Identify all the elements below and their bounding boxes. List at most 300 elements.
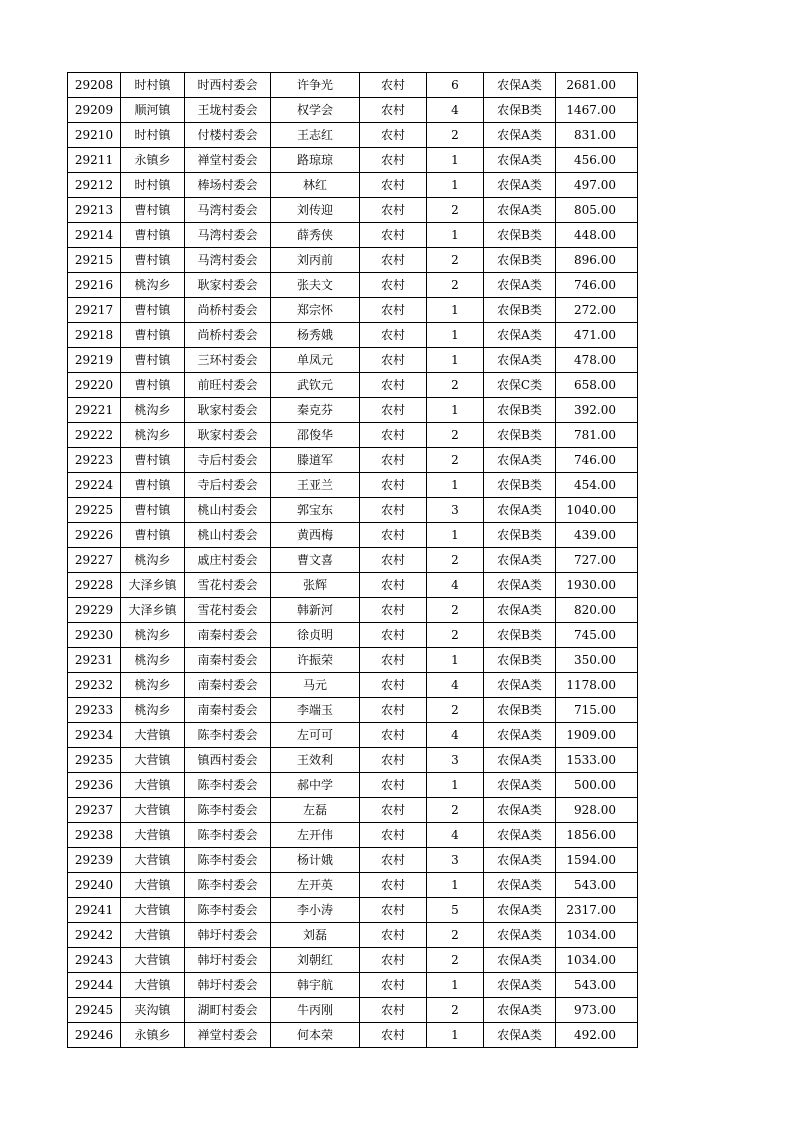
town-cell: 夹沟镇 <box>121 998 185 1023</box>
insurance-category-cell: 农保A类 <box>484 948 556 973</box>
insurance-category-cell: 农保A类 <box>484 573 556 598</box>
person-name-cell: 薛秀侠 <box>271 223 360 248</box>
person-name-cell: 许争光 <box>271 73 360 98</box>
person-name-cell: 权学会 <box>271 98 360 123</box>
insurance-category-cell: 农保B类 <box>484 423 556 448</box>
village-committee-cell: 耿家村委会 <box>185 273 271 298</box>
amount-cell: 497.00 <box>556 173 638 198</box>
table-row <box>68 698 638 723</box>
record-id-cell: 29239 <box>68 848 121 873</box>
record-id-cell: 29215 <box>68 248 121 273</box>
person-name-cell: 张辉 <box>271 573 360 598</box>
record-id-cell: 29227 <box>68 548 121 573</box>
area-type-cell: 农村 <box>360 173 427 198</box>
record-id-cell: 29245 <box>68 998 121 1023</box>
insurance-category-cell: 农保B类 <box>484 648 556 673</box>
table-row <box>68 348 638 373</box>
household-size-cell: 4 <box>427 573 484 598</box>
table-row <box>68 248 638 273</box>
record-id-cell: 29237 <box>68 798 121 823</box>
record-id-cell: 29243 <box>68 948 121 973</box>
town-cell: 曹村镇 <box>121 323 185 348</box>
table-row <box>68 623 638 648</box>
table-row <box>68 598 638 623</box>
amount-cell: 928.00 <box>556 798 638 823</box>
record-id-cell: 29246 <box>68 1023 121 1048</box>
insurance-category-cell: 农保A类 <box>484 548 556 573</box>
household-size-cell: 2 <box>427 548 484 573</box>
village-committee-cell: 韩圩村委会 <box>185 948 271 973</box>
record-id-cell: 29211 <box>68 148 121 173</box>
household-size-cell: 4 <box>427 823 484 848</box>
table-row <box>68 748 638 773</box>
village-committee-cell: 寺后村委会 <box>185 448 271 473</box>
town-cell: 曹村镇 <box>121 448 185 473</box>
insurance-category-cell: 农保A类 <box>484 898 556 923</box>
household-size-cell: 3 <box>427 748 484 773</box>
insurance-category-cell: 农保A类 <box>484 73 556 98</box>
insurance-category-cell: 农保A类 <box>484 148 556 173</box>
insurance-category-cell: 农保A类 <box>484 998 556 1023</box>
household-size-cell: 1 <box>427 223 484 248</box>
area-type-cell: 农村 <box>360 498 427 523</box>
village-committee-cell: 镇西村委会 <box>185 748 271 773</box>
table-row <box>68 498 638 523</box>
amount-cell: 492.00 <box>556 1023 638 1048</box>
town-cell: 时村镇 <box>121 173 185 198</box>
area-type-cell: 农村 <box>360 973 427 998</box>
village-committee-cell: 雪花村委会 <box>185 573 271 598</box>
record-id-cell: 29222 <box>68 423 121 448</box>
village-committee-cell: 前旺村委会 <box>185 373 271 398</box>
insurance-category-cell: 农保B类 <box>484 523 556 548</box>
area-type-cell: 农村 <box>360 348 427 373</box>
town-cell: 桃沟乡 <box>121 648 185 673</box>
area-type-cell: 农村 <box>360 1023 427 1048</box>
person-name-cell: 路琼琼 <box>271 148 360 173</box>
record-id-cell: 29218 <box>68 323 121 348</box>
town-cell: 大营镇 <box>121 873 185 898</box>
household-size-cell: 2 <box>427 423 484 448</box>
table-row <box>68 173 638 198</box>
village-committee-cell: 付楼村委会 <box>185 123 271 148</box>
amount-cell: 471.00 <box>556 323 638 348</box>
village-committee-cell: 时西村委会 <box>185 73 271 98</box>
record-id-cell: 29213 <box>68 198 121 223</box>
area-type-cell: 农村 <box>360 998 427 1023</box>
table-row <box>68 573 638 598</box>
amount-cell: 478.00 <box>556 348 638 373</box>
village-committee-cell: 韩圩村委会 <box>185 973 271 998</box>
area-type-cell: 农村 <box>360 448 427 473</box>
insurance-category-cell: 农保A类 <box>484 973 556 998</box>
amount-cell: 1533.00 <box>556 748 638 773</box>
village-committee-cell: 耿家村委会 <box>185 398 271 423</box>
insurance-category-cell: 农保A类 <box>484 173 556 198</box>
amount-cell: 781.00 <box>556 423 638 448</box>
insurance-category-cell: 农保A类 <box>484 848 556 873</box>
person-name-cell: 左可可 <box>271 723 360 748</box>
town-cell: 永镇乡 <box>121 1023 185 1048</box>
amount-cell: 1178.00 <box>556 673 638 698</box>
household-size-cell: 4 <box>427 98 484 123</box>
area-type-cell: 农村 <box>360 373 427 398</box>
area-type-cell: 农村 <box>360 323 427 348</box>
table-row <box>68 223 638 248</box>
record-id-cell: 29240 <box>68 873 121 898</box>
table-row <box>68 373 638 398</box>
area-type-cell: 农村 <box>360 523 427 548</box>
insurance-category-cell: 农保A类 <box>484 448 556 473</box>
town-cell: 大营镇 <box>121 923 185 948</box>
village-committee-cell: 陈李村委会 <box>185 723 271 748</box>
record-id-cell: 29219 <box>68 348 121 373</box>
household-size-cell: 4 <box>427 723 484 748</box>
household-size-cell: 2 <box>427 948 484 973</box>
town-cell: 曹村镇 <box>121 523 185 548</box>
amount-cell: 727.00 <box>556 548 638 573</box>
village-committee-cell: 桃山村委会 <box>185 498 271 523</box>
person-name-cell: 武钦元 <box>271 373 360 398</box>
amount-cell: 973.00 <box>556 998 638 1023</box>
village-committee-cell: 戚庄村委会 <box>185 548 271 573</box>
village-committee-cell: 陈李村委会 <box>185 823 271 848</box>
village-committee-cell: 禅堂村委会 <box>185 1023 271 1048</box>
area-type-cell: 农村 <box>360 748 427 773</box>
amount-cell: 820.00 <box>556 598 638 623</box>
town-cell: 顺河镇 <box>121 98 185 123</box>
insurance-category-cell: 农保B类 <box>484 98 556 123</box>
town-cell: 桃沟乡 <box>121 623 185 648</box>
town-cell: 大营镇 <box>121 948 185 973</box>
person-name-cell: 左开伟 <box>271 823 360 848</box>
record-id-cell: 29232 <box>68 673 121 698</box>
amount-cell: 831.00 <box>556 123 638 148</box>
record-id-cell: 29223 <box>68 448 121 473</box>
table-row <box>68 648 638 673</box>
household-size-cell: 1 <box>427 648 484 673</box>
village-committee-cell: 桃山村委会 <box>185 523 271 548</box>
village-committee-cell: 陈李村委会 <box>185 898 271 923</box>
table-row <box>68 848 638 873</box>
insurance-category-cell: 农保A类 <box>484 798 556 823</box>
insurance-category-cell: 农保C类 <box>484 373 556 398</box>
insurance-category-cell: 农保A类 <box>484 923 556 948</box>
table-row <box>68 823 638 848</box>
table-row <box>68 998 638 1023</box>
record-id-cell: 29226 <box>68 523 121 548</box>
record-id-cell: 29217 <box>68 298 121 323</box>
person-name-cell: 黄西梅 <box>271 523 360 548</box>
area-type-cell: 农村 <box>360 773 427 798</box>
insurance-category-cell: 农保B类 <box>484 623 556 648</box>
area-type-cell: 农村 <box>360 648 427 673</box>
insurance-category-cell: 农保B类 <box>484 698 556 723</box>
table-row <box>68 148 638 173</box>
records-table <box>67 72 638 1048</box>
amount-cell: 2681.00 <box>556 73 638 98</box>
town-cell: 曹村镇 <box>121 473 185 498</box>
town-cell: 大营镇 <box>121 798 185 823</box>
town-cell: 曹村镇 <box>121 223 185 248</box>
town-cell: 曹村镇 <box>121 348 185 373</box>
insurance-category-cell: 农保A类 <box>484 1023 556 1048</box>
household-size-cell: 1 <box>427 973 484 998</box>
town-cell: 大营镇 <box>121 898 185 923</box>
amount-cell: 1040.00 <box>556 498 638 523</box>
town-cell: 永镇乡 <box>121 148 185 173</box>
amount-cell: 658.00 <box>556 373 638 398</box>
record-id-cell: 29214 <box>68 223 121 248</box>
amount-cell: 1856.00 <box>556 823 638 848</box>
insurance-category-cell: 农保A类 <box>484 773 556 798</box>
insurance-category-cell: 农保A类 <box>484 498 556 523</box>
person-name-cell: 王亚兰 <box>271 473 360 498</box>
area-type-cell: 农村 <box>360 398 427 423</box>
amount-cell: 715.00 <box>556 698 638 723</box>
village-committee-cell: 陈李村委会 <box>185 773 271 798</box>
record-id-cell: 29242 <box>68 923 121 948</box>
household-size-cell: 1 <box>427 773 484 798</box>
table-row <box>68 548 638 573</box>
person-name-cell: 郑宗怀 <box>271 298 360 323</box>
household-size-cell: 1 <box>427 173 484 198</box>
village-committee-cell: 尚桥村委会 <box>185 323 271 348</box>
person-name-cell: 刘磊 <box>271 923 360 948</box>
person-name-cell: 王志红 <box>271 123 360 148</box>
household-size-cell: 1 <box>427 473 484 498</box>
household-size-cell: 1 <box>427 398 484 423</box>
household-size-cell: 2 <box>427 998 484 1023</box>
household-size-cell: 2 <box>427 798 484 823</box>
town-cell: 大营镇 <box>121 823 185 848</box>
amount-cell: 1930.00 <box>556 573 638 598</box>
record-id-cell: 29233 <box>68 698 121 723</box>
area-type-cell: 农村 <box>360 98 427 123</box>
person-name-cell: 曹文喜 <box>271 548 360 573</box>
amount-cell: 350.00 <box>556 648 638 673</box>
record-id-cell: 29234 <box>68 723 121 748</box>
village-committee-cell: 马湾村委会 <box>185 223 271 248</box>
record-id-cell: 29230 <box>68 623 121 648</box>
record-id-cell: 29212 <box>68 173 121 198</box>
area-type-cell: 农村 <box>360 573 427 598</box>
area-type-cell: 农村 <box>360 248 427 273</box>
area-type-cell: 农村 <box>360 798 427 823</box>
person-name-cell: 杨计娥 <box>271 848 360 873</box>
amount-cell: 1034.00 <box>556 923 638 948</box>
village-committee-cell: 湖町村委会 <box>185 998 271 1023</box>
insurance-category-cell: 农保B类 <box>484 398 556 423</box>
insurance-category-cell: 农保B类 <box>484 248 556 273</box>
area-type-cell: 农村 <box>360 223 427 248</box>
area-type-cell: 农村 <box>360 298 427 323</box>
town-cell: 桃沟乡 <box>121 398 185 423</box>
records-table-body <box>68 73 638 1048</box>
person-name-cell: 滕道军 <box>271 448 360 473</box>
person-name-cell: 牛丙刚 <box>271 998 360 1023</box>
insurance-category-cell: 农保A类 <box>484 673 556 698</box>
table-row <box>68 523 638 548</box>
person-name-cell: 马元 <box>271 673 360 698</box>
table-row <box>68 1023 638 1048</box>
town-cell: 大营镇 <box>121 973 185 998</box>
village-committee-cell: 陈李村委会 <box>185 798 271 823</box>
area-type-cell: 农村 <box>360 898 427 923</box>
town-cell: 大营镇 <box>121 723 185 748</box>
household-size-cell: 1 <box>427 298 484 323</box>
area-type-cell: 农村 <box>360 848 427 873</box>
record-id-cell: 29241 <box>68 898 121 923</box>
amount-cell: 392.00 <box>556 398 638 423</box>
person-name-cell: 左开英 <box>271 873 360 898</box>
town-cell: 大营镇 <box>121 848 185 873</box>
amount-cell: 896.00 <box>556 248 638 273</box>
table-row <box>68 323 638 348</box>
town-cell: 时村镇 <box>121 123 185 148</box>
amount-cell: 1034.00 <box>556 948 638 973</box>
town-cell: 曹村镇 <box>121 248 185 273</box>
town-cell: 曹村镇 <box>121 298 185 323</box>
table-row <box>68 123 638 148</box>
record-id-cell: 29244 <box>68 973 121 998</box>
household-size-cell: 1 <box>427 348 484 373</box>
person-name-cell: 单凤元 <box>271 348 360 373</box>
town-cell: 曹村镇 <box>121 498 185 523</box>
village-committee-cell: 三环村委会 <box>185 348 271 373</box>
household-size-cell: 2 <box>427 248 484 273</box>
household-size-cell: 1 <box>427 873 484 898</box>
record-id-cell: 29231 <box>68 648 121 673</box>
town-cell: 大泽乡镇 <box>121 598 185 623</box>
area-type-cell: 农村 <box>360 123 427 148</box>
insurance-category-cell: 农保B类 <box>484 298 556 323</box>
insurance-category-cell: 农保A类 <box>484 748 556 773</box>
table-row <box>68 473 638 498</box>
amount-cell: 272.00 <box>556 298 638 323</box>
town-cell: 桃沟乡 <box>121 273 185 298</box>
area-type-cell: 农村 <box>360 623 427 648</box>
amount-cell: 543.00 <box>556 873 638 898</box>
household-size-cell: 3 <box>427 498 484 523</box>
person-name-cell: 邵俊华 <box>271 423 360 448</box>
area-type-cell: 农村 <box>360 198 427 223</box>
village-committee-cell: 韩圩村委会 <box>185 923 271 948</box>
table-row <box>68 423 638 448</box>
record-id-cell: 29210 <box>68 123 121 148</box>
amount-cell: 439.00 <box>556 523 638 548</box>
record-id-cell: 29238 <box>68 823 121 848</box>
town-cell: 大泽乡镇 <box>121 573 185 598</box>
area-type-cell: 农村 <box>360 823 427 848</box>
town-cell: 曹村镇 <box>121 198 185 223</box>
village-committee-cell: 陈李村委会 <box>185 848 271 873</box>
insurance-category-cell: 农保A类 <box>484 823 556 848</box>
village-committee-cell: 雪花村委会 <box>185 598 271 623</box>
amount-cell: 448.00 <box>556 223 638 248</box>
person-name-cell: 何本荣 <box>271 1023 360 1048</box>
person-name-cell: 杨秀娥 <box>271 323 360 348</box>
person-name-cell: 许振荣 <box>271 648 360 673</box>
person-name-cell: 刘传迎 <box>271 198 360 223</box>
household-size-cell: 2 <box>427 698 484 723</box>
village-committee-cell: 王垅村委会 <box>185 98 271 123</box>
town-cell: 桃沟乡 <box>121 673 185 698</box>
amount-cell: 500.00 <box>556 773 638 798</box>
amount-cell: 2317.00 <box>556 898 638 923</box>
record-id-cell: 29225 <box>68 498 121 523</box>
person-name-cell: 李小涛 <box>271 898 360 923</box>
amount-cell: 746.00 <box>556 448 638 473</box>
record-id-cell: 29208 <box>68 73 121 98</box>
table-row <box>68 798 638 823</box>
household-size-cell: 2 <box>427 448 484 473</box>
village-committee-cell: 南秦村委会 <box>185 673 271 698</box>
area-type-cell: 农村 <box>360 948 427 973</box>
village-committee-cell: 南秦村委会 <box>185 698 271 723</box>
town-cell: 桃沟乡 <box>121 548 185 573</box>
insurance-category-cell: 农保A类 <box>484 323 556 348</box>
household-size-cell: 4 <box>427 673 484 698</box>
household-size-cell: 1 <box>427 148 484 173</box>
town-cell: 曹村镇 <box>121 373 185 398</box>
record-id-cell: 29224 <box>68 473 121 498</box>
household-size-cell: 2 <box>427 198 484 223</box>
person-name-cell: 秦克芬 <box>271 398 360 423</box>
area-type-cell: 农村 <box>360 923 427 948</box>
household-size-cell: 1 <box>427 523 484 548</box>
amount-cell: 745.00 <box>556 623 638 648</box>
table-row <box>68 923 638 948</box>
insurance-category-cell: 农保A类 <box>484 123 556 148</box>
area-type-cell: 农村 <box>360 598 427 623</box>
person-name-cell: 李端玉 <box>271 698 360 723</box>
table-row <box>68 98 638 123</box>
person-name-cell: 张夫文 <box>271 273 360 298</box>
household-size-cell: 1 <box>427 323 484 348</box>
insurance-category-cell: 农保A类 <box>484 273 556 298</box>
insurance-category-cell: 农保B类 <box>484 223 556 248</box>
table-row <box>68 948 638 973</box>
household-size-cell: 2 <box>427 123 484 148</box>
table-row <box>68 73 638 98</box>
table-row <box>68 198 638 223</box>
household-size-cell: 5 <box>427 898 484 923</box>
record-id-cell: 29236 <box>68 773 121 798</box>
insurance-category-cell: 农保A类 <box>484 598 556 623</box>
village-committee-cell: 棒场村委会 <box>185 173 271 198</box>
amount-cell: 805.00 <box>556 198 638 223</box>
table-row <box>68 898 638 923</box>
area-type-cell: 农村 <box>360 148 427 173</box>
area-type-cell: 农村 <box>360 73 427 98</box>
record-id-cell: 29228 <box>68 573 121 598</box>
household-size-cell: 1 <box>427 1023 484 1048</box>
insurance-category-cell: 农保B类 <box>484 473 556 498</box>
table-row <box>68 723 638 748</box>
area-type-cell: 农村 <box>360 473 427 498</box>
insurance-category-cell: 农保A类 <box>484 723 556 748</box>
table-row <box>68 298 638 323</box>
household-size-cell: 3 <box>427 848 484 873</box>
person-name-cell: 刘朝红 <box>271 948 360 973</box>
person-name-cell: 刘丙前 <box>271 248 360 273</box>
table-row <box>68 398 638 423</box>
household-size-cell: 2 <box>427 373 484 398</box>
area-type-cell: 农村 <box>360 423 427 448</box>
amount-cell: 1909.00 <box>556 723 638 748</box>
record-id-cell: 29220 <box>68 373 121 398</box>
